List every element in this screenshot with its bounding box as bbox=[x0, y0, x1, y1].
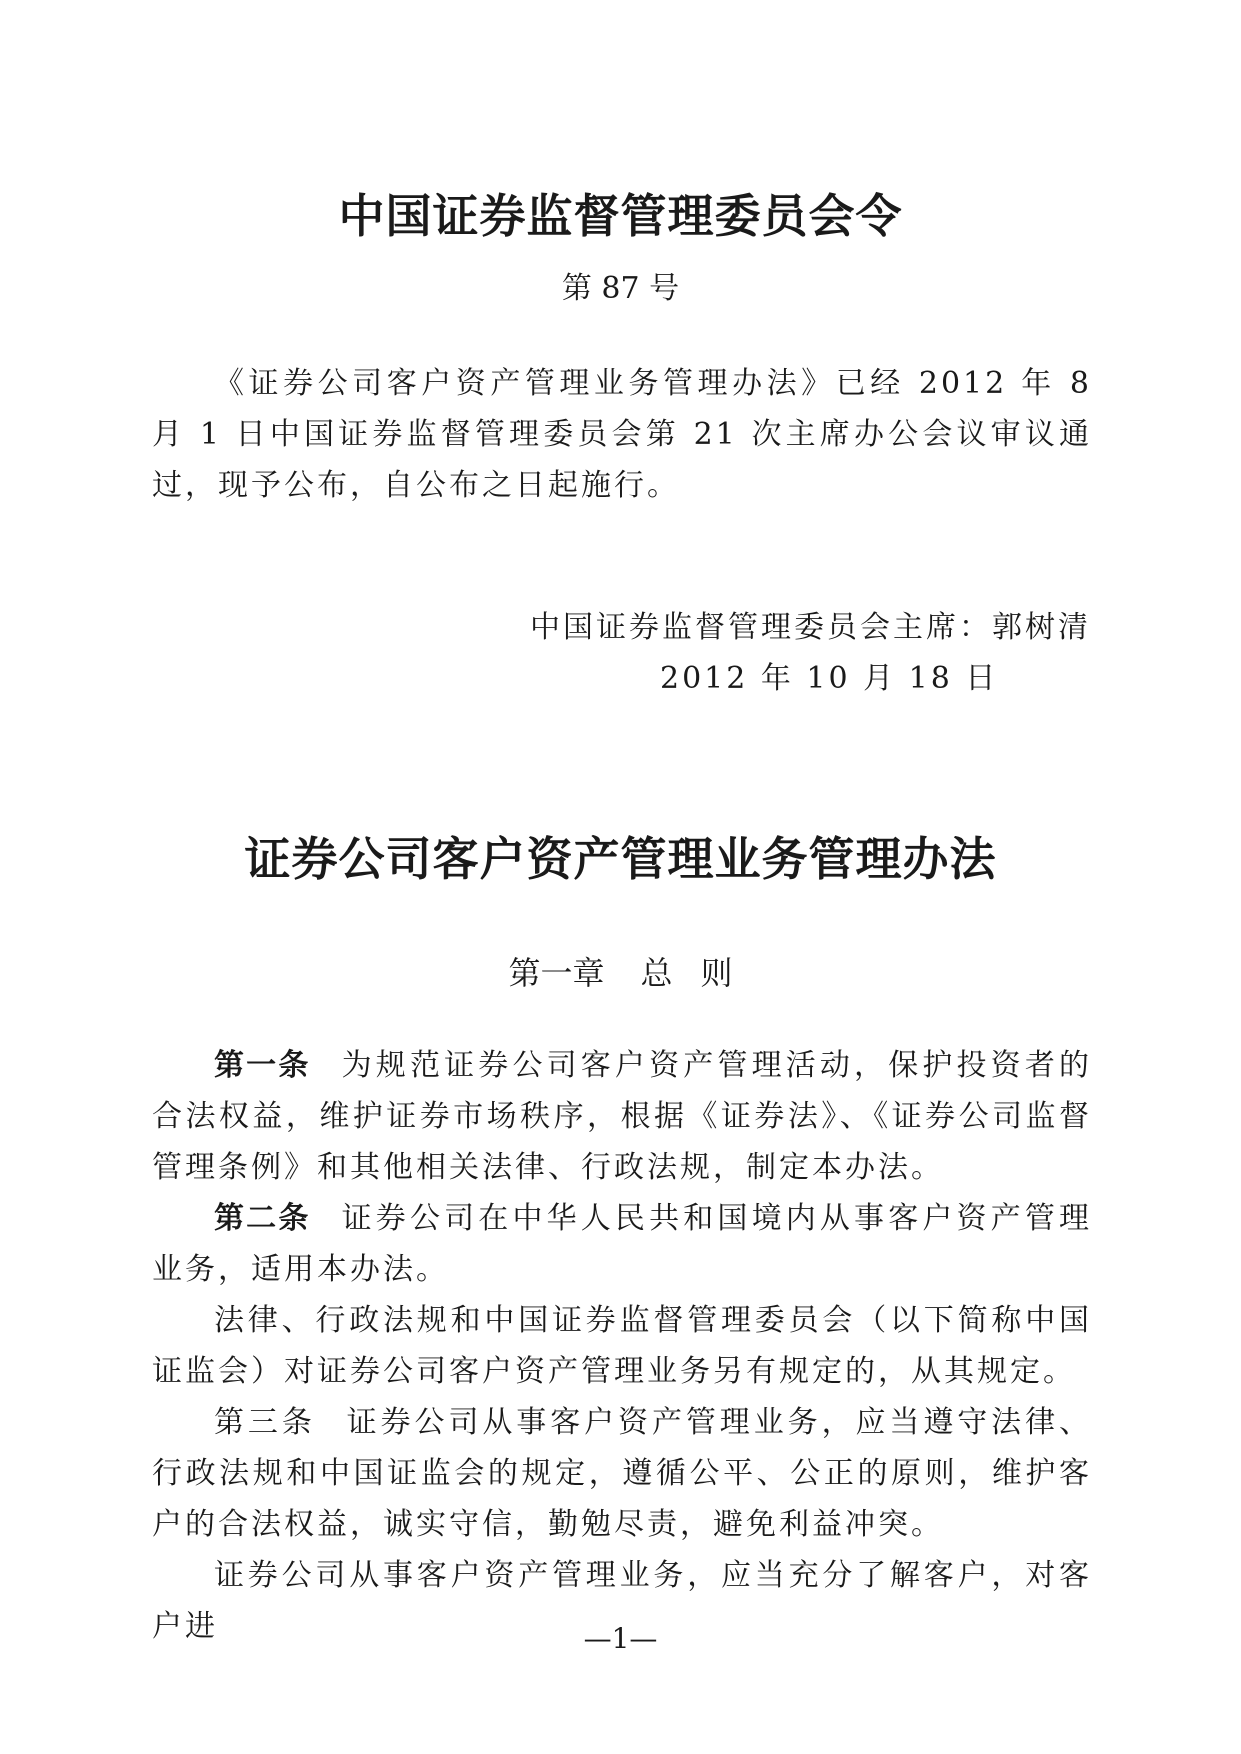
order-number: 第 87 号 bbox=[561, 271, 680, 306]
order-body: 《证券公司客户资产管理业务管理办法》已经 2012 年 8 月 1 日中国证券监督管理委员会第 21 次主席办公会议审议通过，现予公布，自公布之日起施行。 bbox=[152, 366, 1092, 503]
signature: 中国证券监督管理委员会主席：郭树清 bbox=[530, 610, 1091, 645]
article-text: 证券公司从事客户资产管理业务，应当遵守法律、行政法规和中国证监会的规定，遵循公平、公正的原则，维护客户的合法权益，诚实守信，勤勉尽责，避免利益冲突。 bbox=[152, 1405, 1093, 1542]
signature-date: 2012 年 10 月 18 日 bbox=[660, 661, 999, 696]
chapter-title-part1: 总 bbox=[640, 954, 673, 992]
page-number: —1— bbox=[583, 1622, 658, 1655]
article-paragraph bbox=[152, 1295, 1092, 1397]
chapter-number: 第一章 bbox=[508, 954, 605, 992]
order-title: 中国证券监督管理委员会令 bbox=[338, 189, 903, 243]
article-paragraph bbox=[152, 1397, 1092, 1550]
article-paragraph bbox=[152, 1040, 1092, 1193]
chapter-title-part2: 则 bbox=[700, 954, 733, 992]
article-label: 第一条 bbox=[214, 1048, 311, 1083]
article-text: 为规范证券公司客户资产管理活动，保护投资者的合法权益，维护证券市场秩序，根据《证券法》、《证券公司监督管理条例》和其他相关法律、行政法规，制定本办法。 bbox=[152, 1048, 1093, 1185]
article-label: 第三条 bbox=[214, 1405, 316, 1440]
article-text: 证券公司在中华人民共和国境内从事客户资产管理业务，适用本办法。 bbox=[152, 1201, 1093, 1287]
article-text: 证券公司从事客户资产管理业务，应当充分了解客户，对客户进 bbox=[152, 1558, 1092, 1644]
document-title: 证券公司客户资产管理业务管理办法 bbox=[244, 832, 997, 886]
article-paragraph bbox=[152, 1193, 1092, 1295]
article-label: 第二条 bbox=[214, 1201, 311, 1236]
articles-section bbox=[152, 1040, 1092, 1652]
article-text: 法律、行政法规和中国证券监督管理委员会（以下简称中国证监会）对证券公司客户资产管理业务另有规定的，从其规定。 bbox=[152, 1303, 1092, 1389]
chapter-heading bbox=[0, 948, 1241, 994]
